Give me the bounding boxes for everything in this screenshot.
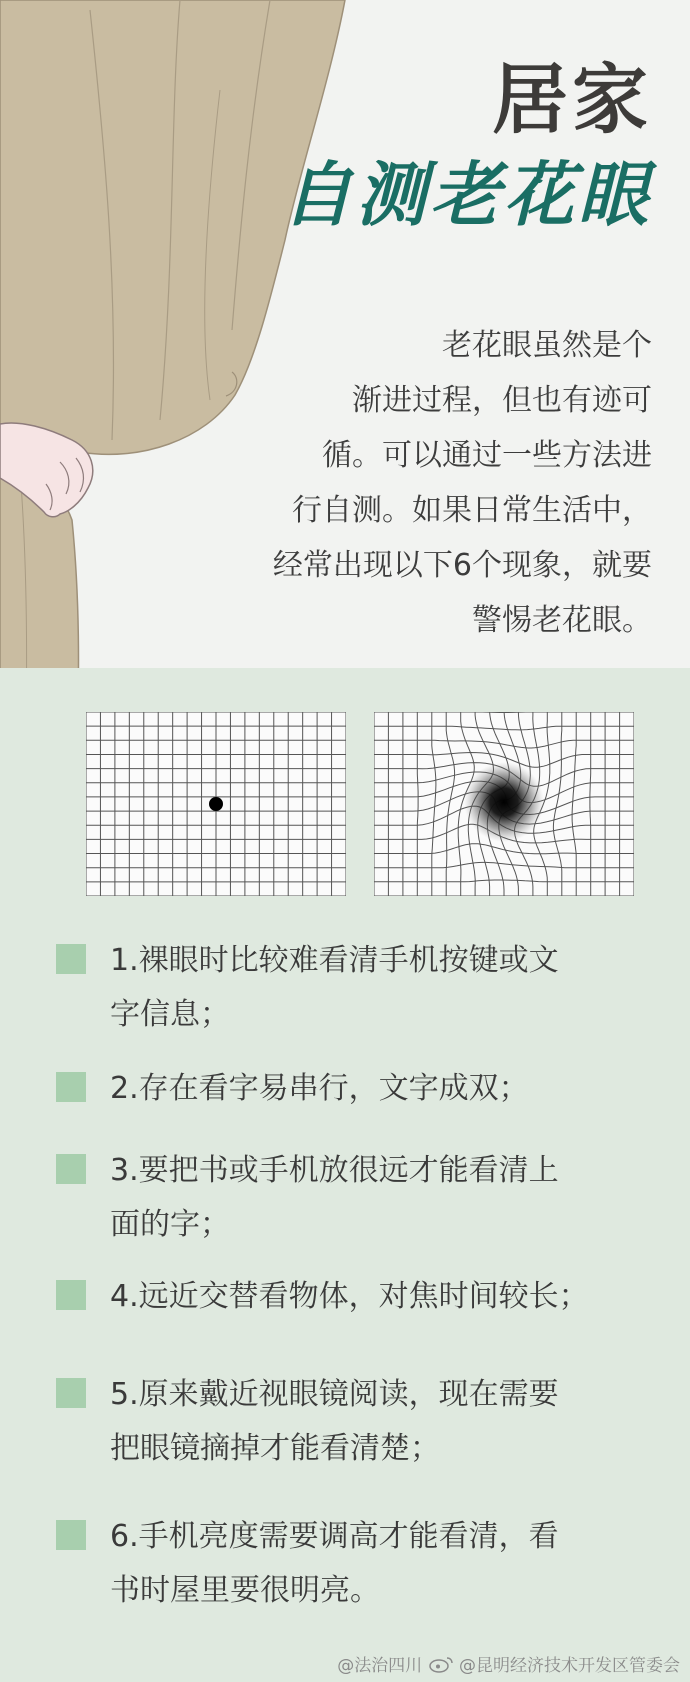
square-bullet-icon: [56, 944, 86, 974]
distortion-blot: [464, 762, 544, 842]
weibo-logo-icon: [428, 1656, 454, 1673]
square-bullet-icon: [56, 1280, 86, 1310]
item-line: 4.远近交替看物体，对焦时间较长；: [110, 1279, 589, 1314]
intro-line: 循。可以通过一些方法进: [322, 438, 652, 473]
item-line: 1.裸眼时比较难看清手机按键或文: [110, 943, 559, 978]
item-line: 3.要把书或手机放很远才能看清上: [110, 1153, 559, 1188]
item-line: 6.手机亮度需要调高才能看清，看: [110, 1519, 559, 1554]
intro-line: 老花眼虽然是个: [442, 328, 652, 363]
item-line: 面的字；: [110, 1207, 230, 1242]
title-line-1: 居家: [492, 55, 652, 144]
center-dot: [209, 797, 223, 811]
intro-line: 行自测。如果日常生活中，: [292, 493, 652, 528]
square-bullet-icon: [56, 1072, 86, 1102]
watermark: [337, 1651, 680, 1676]
amsler-grid-distorted: [374, 712, 634, 896]
item-line: 字信息；: [110, 997, 230, 1032]
square-bullet-icon: [56, 1378, 86, 1408]
square-bullet-icon: [56, 1520, 86, 1550]
watermark-account-2: @昆明经济技术开发区管委会: [459, 1656, 680, 1676]
square-bullet-icon: [56, 1154, 86, 1184]
item-line: 2.存在看字易串行，文字成双；: [110, 1071, 529, 1106]
title-line-2: 自测老花眼: [282, 154, 652, 236]
item-line: 把眼镜摘掉才能看清楚；: [110, 1431, 440, 1466]
intro-line: 渐进过程，但也有迹可: [352, 383, 652, 418]
watermark-account-1: @法治四川: [337, 1656, 423, 1676]
item-line: 书时屋里要很明亮。: [110, 1573, 380, 1608]
intro-line: 警惕老花眼。: [472, 603, 652, 638]
intro-line: 经常出现以下6个现象，就要: [272, 548, 652, 583]
intro-paragraph: [192, 318, 652, 648]
item-line: 5.原来戴近视眼镜阅读，现在需要: [110, 1377, 559, 1412]
amsler-grid-normal: [86, 712, 346, 896]
